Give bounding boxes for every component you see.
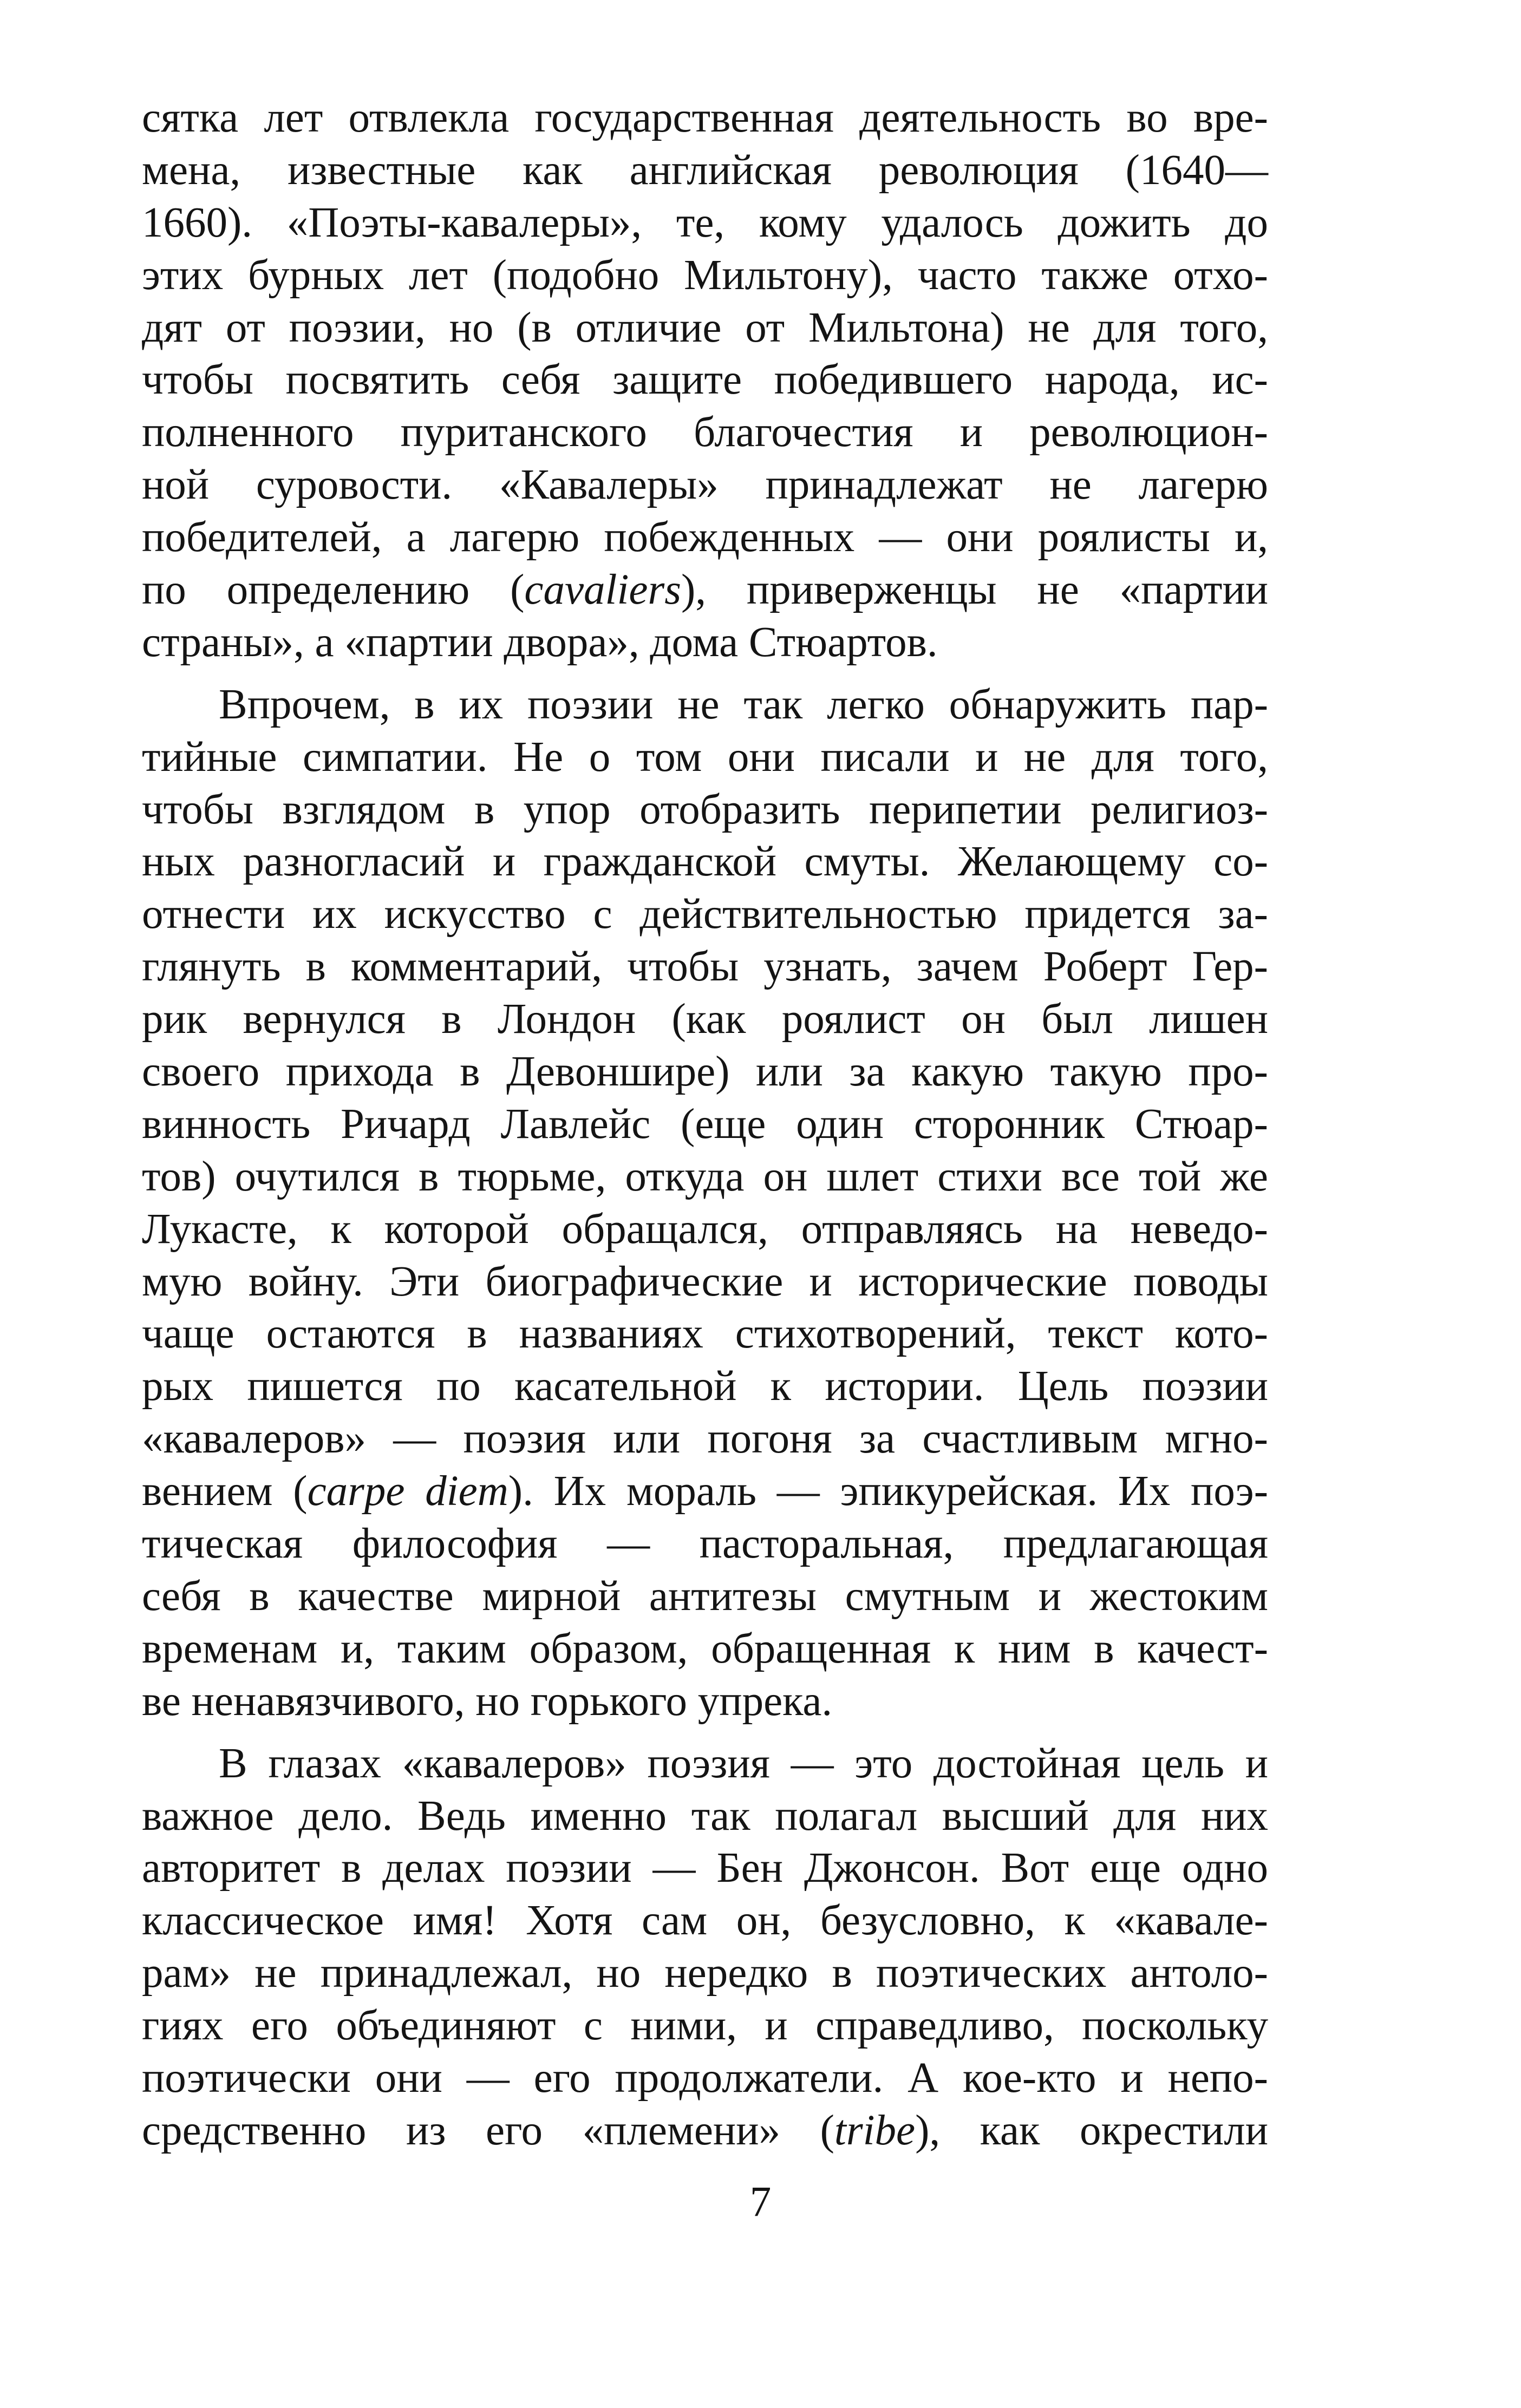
text-line: «кавалеров» — поэзия или погоня за счастливым мгно- [142,1415,1268,1463]
paragraph-3 [142,1738,1268,2157]
paragraph-1 [142,92,1268,669]
text-line: чтобы посвятить себя защите победившего народа, ис- [142,356,1268,404]
text-line: тическая философия — пасторальная, предлагающая [142,1520,1268,1568]
text-line: Впрочем, в их поэзии не так легко обнаружить пар- [219,680,1268,728]
text-line: 1660). «Поэты-кавалеры», те, кому удалось дожить до [142,199,1268,246]
text-line: В глазах «кавалеров» поэзия — это достойная цель и [219,1739,1268,1787]
text-line: важное дело. Ведь именно так полагал высший для них [142,1792,1268,1840]
text-line: себя в качестве мирной антитезы смутным и жестоким [142,1572,1268,1620]
text-line: классическое имя! Хотя сам он, безусловно, к «кавале- [142,1897,1268,1945]
text-line: рик вернулся в Лондон (как роялист он был лишен [142,996,1268,1043]
text-line: ных разногласий и гражданской смуты. Желающему со- [142,838,1268,886]
text-line: страны», а «партии двора», дома Стюартов. [142,618,938,666]
text-line: сятка лет отвлекла государственная деятельность во вре- [142,94,1268,141]
text-line: ве ненавязчивого, но горького упрека. [142,1677,833,1725]
text-line: своего прихода в Девоншире) или за какую такую про- [142,1048,1268,1096]
text-line: мую войну. Эти биографические и исторические поводы [142,1258,1268,1305]
text-line: этих бурных лет (подобно Мильтону), часто также отхо- [142,251,1268,299]
text-line: ной суровости. «Кавалеры» принадлежат не лагерю [142,461,1268,509]
text-line: временам и, таким образом, обращенная к ним в качест- [142,1625,1268,1672]
text-line: дят от поэзии, но (в отличие от Мильтона) не для того, [142,304,1268,351]
text-line: рых пишется по касательной к истории. Цель поэзии [142,1363,1268,1410]
text-line: винность Ричард Лавлейс (еще один сторонник Стюар- [142,1100,1268,1148]
text-line: победителей, а лагерю побежденных — они роялисты и, [142,514,1268,561]
text-line: гиях его объединяют с ними, и справедливо, поскольку [142,2002,1268,2050]
text-line: полненного пуританского благочестия и революцион- [142,409,1268,456]
text-line: глянуть в комментарий, чтобы узнать, зачем Роберт Гер- [142,943,1268,991]
text-line: авторитет в делах поэзии — Бен Джонсон. Вот еще одно [142,1844,1268,1892]
text-line: тийные симпатии. Не о том они писали и не для того, [142,733,1268,781]
body-text [142,92,1268,2157]
text-line: отнести их искусство с действительностью придется за- [142,891,1268,938]
text-line: поэтически они — его продолжатели. А кое-кто и непо- [142,2054,1268,2102]
text-line: по определению (cavaliers), приверженцы не «партии [142,566,1268,614]
text-line: средственно из его «племени» (tribe), как окрестили [142,2106,1268,2154]
text-line: мена, известные как английская революция (1640— [142,146,1268,194]
text-line: рам» не принадлежал, но нередко в поэтических антоло- [142,1949,1268,1997]
text-line: чаще остаются в названиях стихотворений, текст кото- [142,1310,1268,1358]
text-line: вением (carpe diem). Их мораль — эпикурейская. Их поэ- [142,1468,1269,1515]
text-line: Лукасте, к которой обращался, отправляясь на неведо- [142,1205,1268,1253]
page-number: 7 [749,2178,772,2226]
text-line: тов) очутился в тюрьме, откуда он шлет стихи все той же [142,1153,1268,1200]
text-line: чтобы взглядом в упор отобразить перипетии религиоз- [142,786,1268,833]
paragraph-2 [142,679,1268,1728]
